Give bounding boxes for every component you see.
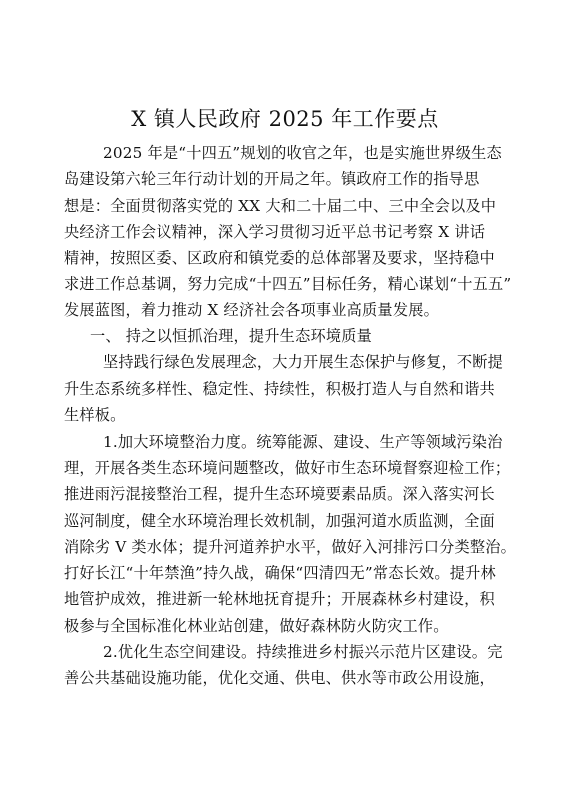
- paragraph-line: 升生态系统多样性、稳定性、持续性，积极打造人与自然和谐共: [64, 380, 495, 398]
- paragraph-line: 2.优化生态空间建设。持续推进乡村振兴示范片区建设。完: [103, 643, 503, 661]
- paragraph-line: 2025 年是“十四五”规划的收官之年，也是实施世界级生态: [103, 144, 502, 162]
- paragraph-line: 央经济工作会议精神，深入学习贯彻习近平总书记考察 X 讲话: [64, 223, 486, 241]
- paragraph-line: 想是：全面贯彻落实党的 XX 大和二十届二中、三中全会以及中: [64, 197, 497, 215]
- paragraph-line: 极参与全国标准化林业站创建，做好森林防火防灾工作。: [64, 617, 449, 635]
- section-heading: 一、 持之以恒抓治理，提升生态环境质量: [90, 327, 373, 345]
- paragraph-line: 消除劣 V 类水体；提升河道养护水平，做好入河排污口分类整治。: [64, 538, 517, 556]
- paragraph-line: 善公共基础设施功能，优化交通、供电、供水等市政公用设施，: [64, 669, 495, 687]
- paragraph-line: 发展蓝图，着力推动 X 经济社会各项事业高质量发展。: [64, 301, 439, 319]
- paragraph-line: 地管护成效，推进新一轮林地抚育提升；开展森林乡村建设，积: [64, 590, 495, 608]
- paragraph-line: 理，开展各类生态环境问题整改，做好市生态环境督察迎检工作；: [64, 459, 511, 477]
- paragraph-line: 生样板。: [64, 406, 126, 424]
- document-title: X 镇人民政府 2025 年工作要点: [131, 107, 439, 131]
- paragraph-line: 岛建设第六轮三年行动计划的开局之年。镇政府工作的指导思: [64, 170, 480, 188]
- paragraph-line: 精神，按照区委、区政府和镇党委的总体部署及要求，坚持稳中: [64, 249, 495, 267]
- paragraph-line: 求进工作总基调，努力完成“十四五”目标任务，精心谋划“十五五”: [64, 275, 512, 293]
- paragraph-line: 巡河制度，健全水环境治理长效机制，加强河道水质监测，全面: [64, 512, 495, 530]
- paragraph-line: 1.加大环境整治力度。统筹能源、建设、生产等领域污染治: [103, 433, 503, 451]
- paragraph-line: 推进雨污混接整治工程，提升生态环境要素品质。深入落实河长: [64, 485, 495, 503]
- paragraph-line: 坚持践行绿色发展理念，大力开展生态保护与修复，不断提: [103, 353, 504, 371]
- paragraph-line: 打好长江“十年禁渔”持久战，确保“四清四无”常态长效。提升林: [64, 564, 496, 582]
